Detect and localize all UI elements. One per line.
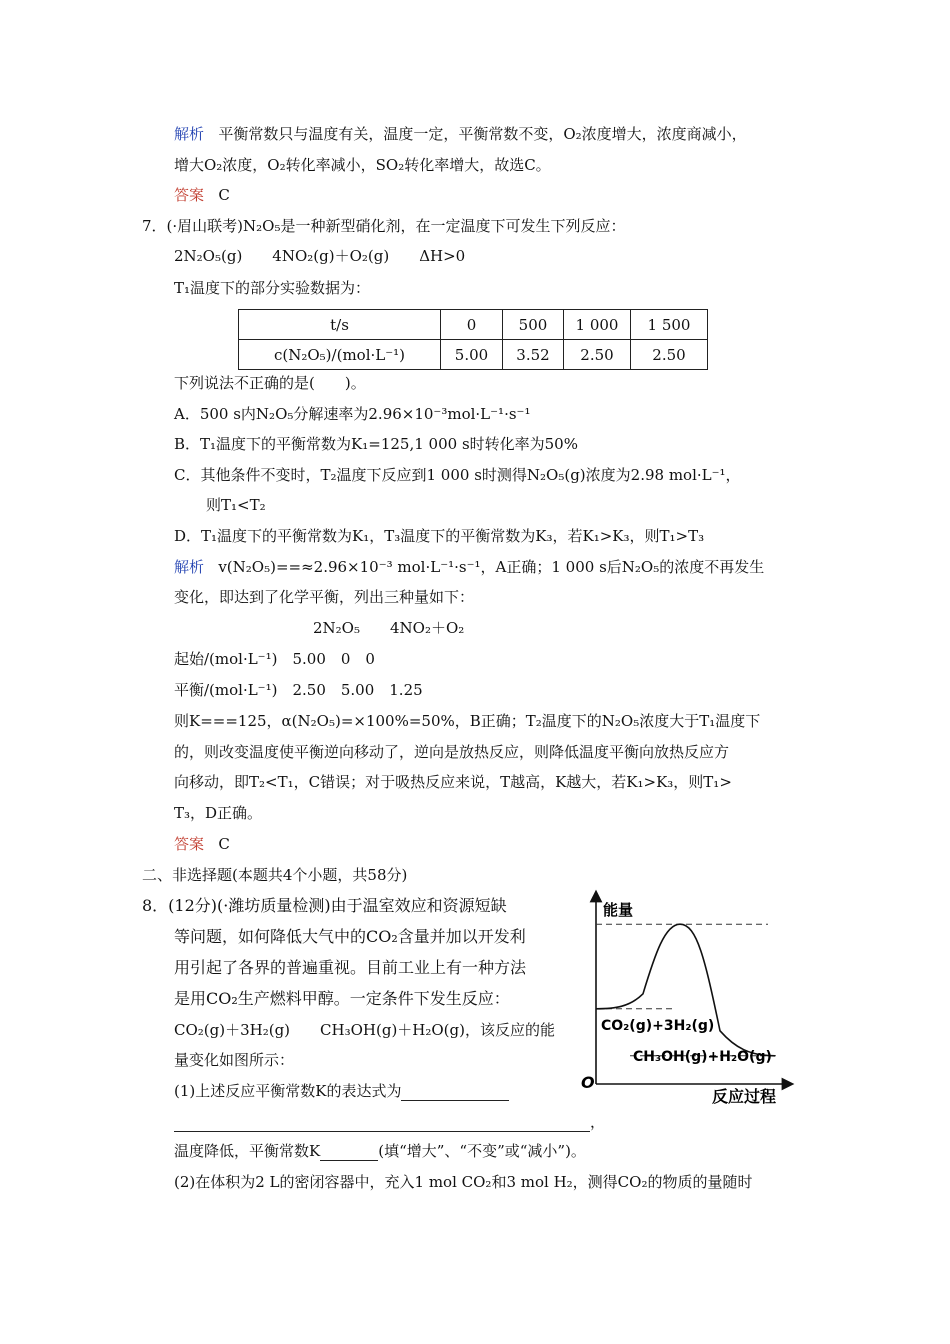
q8-part1-temp: 温度降低，平衡常数K (填“增大”、“不变”或“减小”)。 xyxy=(174,1142,586,1160)
table-cell: 2.50 xyxy=(564,340,631,370)
q7-analysis-equation: 2N₂O₅ 4NO₂＋O₂ xyxy=(313,619,465,637)
x-axis-label: 反应过程 xyxy=(712,1087,777,1106)
product-label: CH₃OH(g)+H₂O(g) xyxy=(633,1049,772,1065)
answer-label: 答案 xyxy=(174,186,205,204)
table-cell: t/s xyxy=(239,310,441,340)
q8-part1-cont: ， xyxy=(174,1112,605,1132)
q7-table-intro: T₁温度下的部分实验数据为： xyxy=(174,279,371,297)
q8-part1: (1)上述反应平衡常数K的表达式为 xyxy=(174,1081,509,1101)
table-cell: 500 xyxy=(503,310,564,340)
reactant-label: CO₂(g)+3H₂(g) xyxy=(601,1018,715,1034)
table-row xyxy=(239,310,708,340)
q7-data-table xyxy=(238,309,708,370)
q8-part2: (2)在体积为2 L的密闭容器中，充入1 mol CO₂和3 mol H₂，测得CO₂的物质的量随时 xyxy=(174,1173,753,1191)
q7-option-c: C．其他条件不变时，T₂温度下反应到1 000 s时测得N₂O₅(g)浓度为2.98 mol·L⁻¹， xyxy=(174,466,741,484)
q7-prompt: 下列说法不正确的是( )。 xyxy=(174,374,366,392)
q7-option-d: D．T₁温度下的平衡常数为K₁，T₃温度下的平衡常数为K₃，若K₁>K₃，则T₁>T₃ xyxy=(174,527,705,545)
q7-analysis-equilibrium: 平衡/(mol·L⁻¹) 2.50 5.00 1.25 xyxy=(174,681,423,699)
answer-7: 答案 C xyxy=(174,835,230,853)
q8-line1: 8．(12分)(·潍坊质量检测)由于温室效应和资源短缺 xyxy=(142,896,507,915)
table-row xyxy=(239,340,708,370)
q8-line6: 量变化如图所示： xyxy=(174,1051,295,1069)
energy-diagram xyxy=(575,888,795,1113)
table-cell: 0 xyxy=(441,310,503,340)
table-cell: 1 000 xyxy=(564,310,631,340)
origin-label: O xyxy=(581,1073,595,1092)
table-cell: 3.52 xyxy=(503,340,564,370)
q7-option-c-cont: 则T₁<T₂ xyxy=(206,496,266,514)
q7-option-b: B．T₁温度下的平衡常数为K₁=125,1 000 s时转化率为50% xyxy=(174,435,578,453)
table-cell: 1 500 xyxy=(631,310,708,340)
q7-stem: 7．(·眉山联考)N₂O₅是一种新型硝化剂，在一定温度下可发生下列反应： xyxy=(142,217,626,235)
answer-blank-expression-cont[interactable] xyxy=(174,1115,590,1132)
q7-analysis-line1: 解析 v(N₂O₅)==≈2.96×10⁻³ mol·L⁻¹·s⁻¹，A正确；1 000 s后N₂O₅的浓度不再发生 xyxy=(174,558,765,576)
section-title: 二、非选择题(本题共4个小题，共58分) xyxy=(142,866,408,884)
q8-line4: 是用CO₂生产燃料甲醇。一定条件下发生反应： xyxy=(174,989,510,1008)
analysis-6-line2: 增大O₂浓度，O₂转化率减小，SO₂转化率增大，故选C。 xyxy=(174,156,551,174)
answer-blank-k-change[interactable] xyxy=(320,1144,378,1161)
analysis-label: 解析 xyxy=(174,558,205,576)
answer-label: 答案 xyxy=(174,835,205,853)
analysis-6-line1: 解析 平衡常数只与温度有关，温度一定，平衡常数不变，O₂浓度增大，浓度商减小， xyxy=(174,125,747,143)
table-cell: c(N₂O₅)/(mol·L⁻¹) xyxy=(239,340,441,370)
table-cell: 2.50 xyxy=(631,340,708,370)
analysis-label: 解析 xyxy=(174,125,205,143)
q7-analysis-line9: T₃，D正确。 xyxy=(174,804,263,822)
q7-reaction: 2N₂O₅(g) 4NO₂(g)＋O₂(g) ΔH>0 xyxy=(174,247,466,265)
q7-analysis-line8: 向移动，即T₂<T₁，C错误；对于吸热反应来说，T越高，K越大，若K₁>K₃，则T₁> xyxy=(174,773,732,791)
y-axis-label: 能量 xyxy=(603,901,634,919)
table-cell: 5.00 xyxy=(441,340,503,370)
q8-line2: 等问题，如何降低大气中的CO₂含量并加以开发利 xyxy=(174,927,526,946)
q8-line3: 用引起了各界的普遍重视。目前工业上有一种方法 xyxy=(174,958,527,977)
q7-analysis-initial: 起始/(mol·L⁻¹) 5.00 0 0 xyxy=(174,650,375,668)
q7-option-a: A．500 s内N₂O₅分解速率为2.96×10⁻³mol·L⁻¹·s⁻¹ xyxy=(174,405,531,423)
q7-analysis-line2: 变化，即达到了化学平衡，列出三种量如下： xyxy=(174,588,475,606)
answer-blank-expression[interactable] xyxy=(401,1084,509,1101)
q7-analysis-line7: 的，则改变温度使平衡逆向移动了，逆向是放热反应，则降低温度平衡向放热反应方 xyxy=(174,743,730,761)
q8-line5: CO₂(g)＋3H₂(g) CH₃OH(g)＋H₂O(g)，该反应的能 xyxy=(174,1021,555,1039)
energy-curve xyxy=(596,924,775,1056)
answer-6: 答案 C xyxy=(174,186,230,204)
q7-analysis-line6: 则K===125，α(N₂O₅)=×100%=50%，B正确；T₂温度下的N₂O₅浓度大于T₁温度下 xyxy=(174,712,761,730)
